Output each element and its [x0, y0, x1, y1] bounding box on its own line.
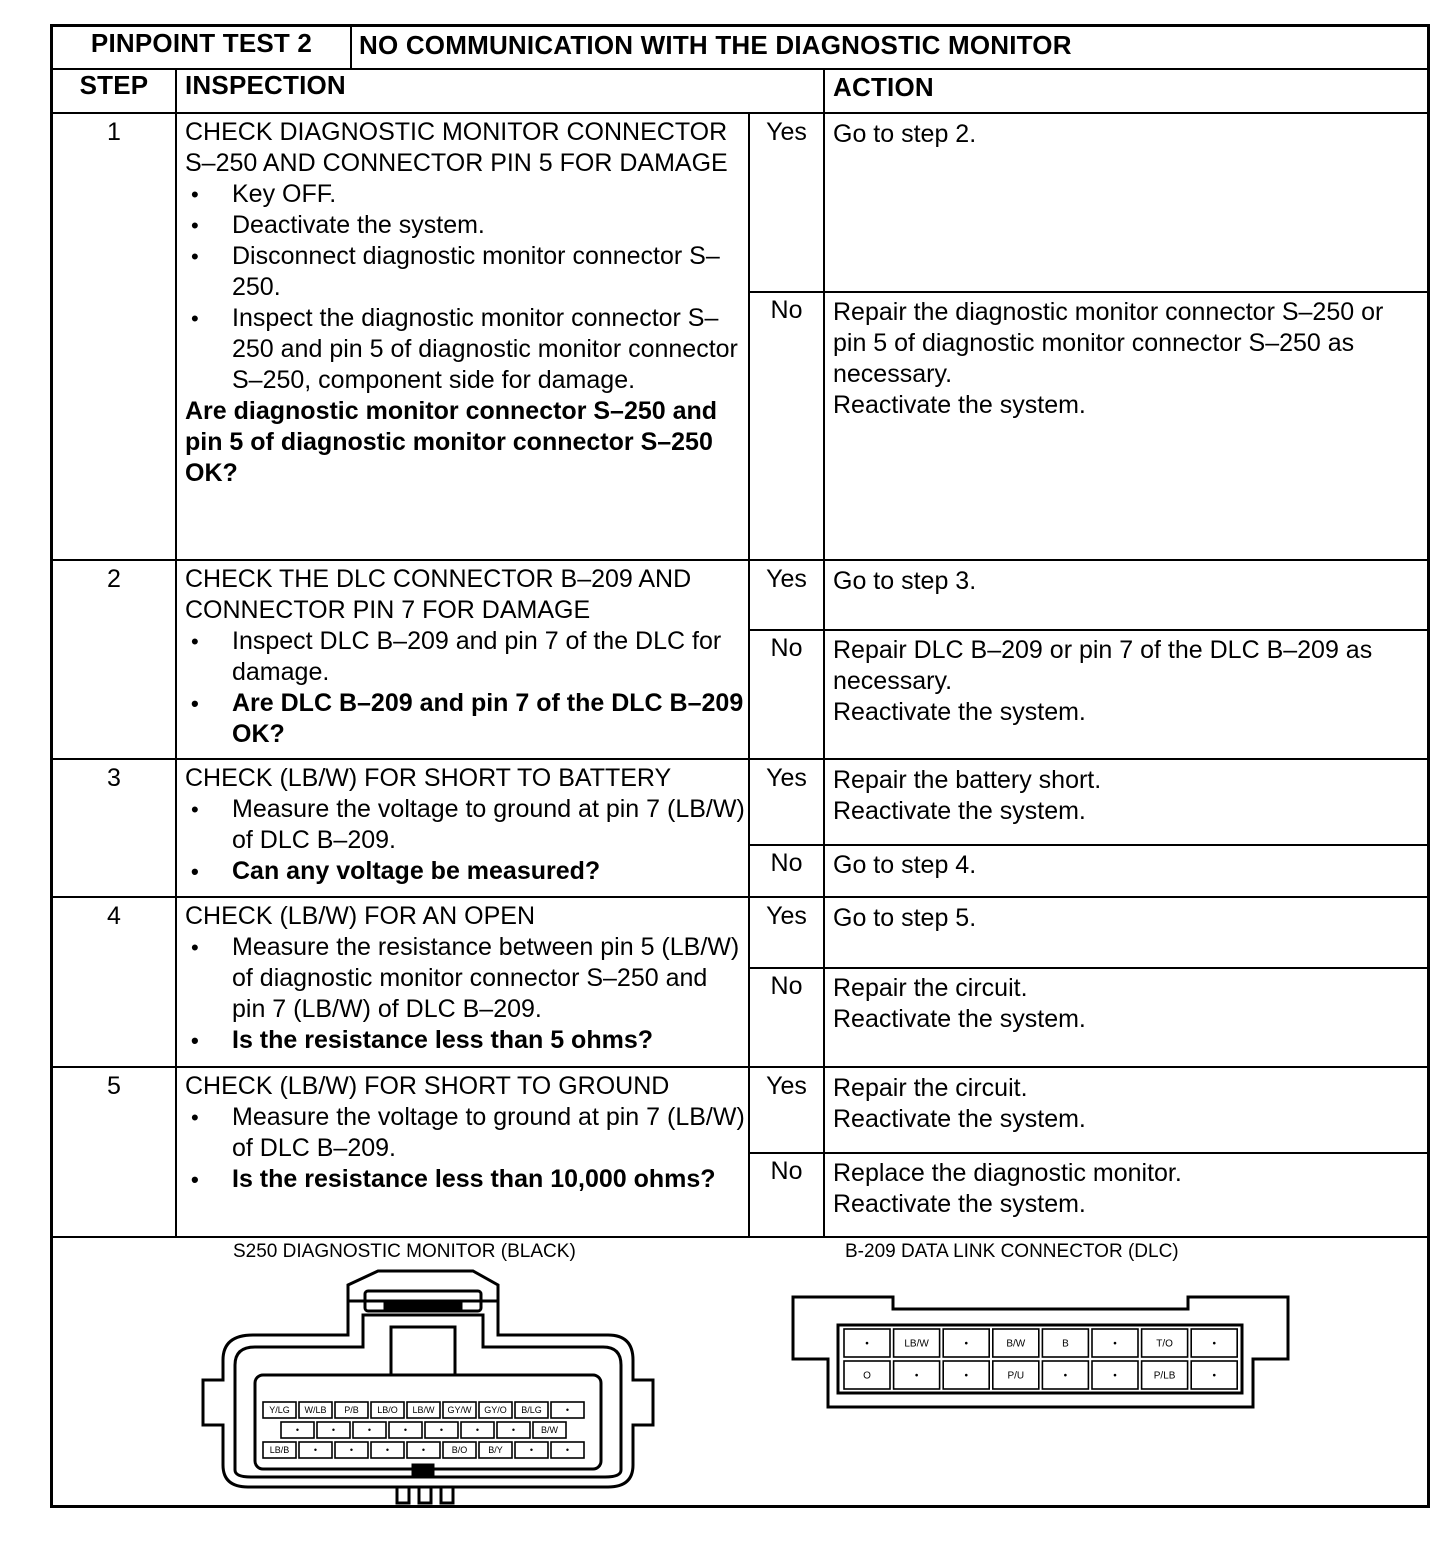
connector-pin-label: O — [863, 1370, 871, 1382]
no-action-line: Reactivate the system. — [833, 1005, 1086, 1033]
connector-pin-label: • — [964, 1370, 968, 1382]
connector-pin-label: W/LB — [304, 1405, 327, 1416]
no-label: No — [770, 849, 803, 877]
connector-pin-label: B/LG — [521, 1405, 542, 1416]
no-label: No — [770, 634, 803, 662]
divider — [53, 1066, 1427, 1068]
dlc-caption: B-209 DATA LINK CONNECTOR (DLC) — [845, 1241, 1179, 1262]
step-title: CHECK THE DLC CONNECTOR B–209 AND CONNECTOR PIN 7 FOR DAMAGE — [185, 565, 692, 624]
no-action-line: Reactivate the system. — [833, 698, 1086, 726]
step-question: • Are DLC B–209 and pin 7 of the DLC B–209 OK? — [185, 688, 745, 750]
s250-caption: S250 DIAGNOSTIC MONITOR (BLACK) — [233, 1241, 576, 1262]
connector-pin-label: • — [295, 1425, 300, 1436]
no-action-line: Repair DLC B–209 or pin 7 of the DLC B–209 as necessary. — [833, 636, 1373, 695]
connector-pin-label: • — [1113, 1338, 1117, 1350]
step-inspection — [185, 117, 745, 489]
yes-action-line: Reactivate the system. — [833, 797, 1086, 825]
no-label: No — [770, 296, 803, 324]
divider — [748, 291, 1427, 293]
no-action — [833, 297, 1423, 421]
connector-pin-label: B/O — [451, 1445, 468, 1456]
step-question: • Is the resistance less than 10,000 ohms? — [185, 1164, 745, 1195]
yes-action: Go to step 3. — [833, 567, 977, 595]
step-question: • Is the resistance less than 5 ohms? — [185, 1025, 745, 1056]
connector-pin-label: • — [349, 1445, 354, 1456]
step-bullet: • Measure the resistance between pin 5 (LB/W) of diagnostic monitor connector S–250 and pin 7 (LB/W) of DLC B–209. — [185, 932, 745, 1025]
connector-pin-label: • — [475, 1425, 480, 1436]
connector-pin-label: LB/W — [904, 1338, 929, 1350]
connector-pin-label: • — [1212, 1370, 1216, 1382]
step-question: • Can any voltage be measured? — [185, 856, 745, 887]
connector-pin-label: • — [1063, 1370, 1068, 1382]
yes-action-line: Repair the circuit. — [833, 1074, 1028, 1102]
yes-action-line: Reactivate the system. — [833, 1105, 1086, 1133]
connector-pin-label: B — [1062, 1338, 1069, 1350]
divider — [53, 559, 1427, 561]
connector-pin-label: B/W — [541, 1425, 558, 1436]
column-header-inspection: INSPECTION — [185, 70, 346, 100]
divider — [748, 967, 1427, 969]
step-title: CHECK (LB/W) FOR SHORT TO BATTERY — [185, 764, 672, 792]
connector-pin-label: • — [1113, 1370, 1117, 1382]
connector-pin-label: LB/W — [412, 1405, 435, 1416]
step-number: 4 — [107, 902, 121, 930]
connector-pin-label: • — [511, 1425, 516, 1436]
connector-pin-label: GY/O — [484, 1405, 507, 1416]
pinpoint-test-sheet — [50, 24, 1430, 1508]
connector-pin-label: • — [421, 1445, 426, 1456]
divider — [748, 1152, 1427, 1154]
step-bullet: • Inspect DLC B–209 and pin 7 of the DLC for damage. — [185, 626, 745, 688]
yes-action — [833, 765, 1423, 827]
no-action-line: Repair the diagnostic monitor connector S–250 or pin 5 of diagnostic monitor connector S–250 as necessary. — [833, 298, 1384, 388]
step-number: 3 — [107, 764, 121, 792]
yes-label: Yes — [766, 764, 807, 792]
connector-pin-label: B/W — [1006, 1338, 1026, 1350]
column-header-action: ACTION — [833, 72, 934, 102]
no-action-line: Reactivate the system. — [833, 1190, 1086, 1218]
connector-pin-label: LB/B — [269, 1445, 290, 1456]
no-action-line: Repair the circuit. — [833, 974, 1028, 1002]
step-inspection — [185, 564, 745, 750]
connector-pin-label: • — [964, 1338, 968, 1350]
no-action — [833, 635, 1423, 728]
step-bullet: • Measure the voltage to ground at pin 7 (LB/W) of DLC B–209. — [185, 1102, 745, 1164]
connector-pin-label: • — [367, 1425, 372, 1436]
step-question: Are diagnostic monitor connector S–250 and pin 5 of diagnostic monitor connector S–250 OK? — [185, 397, 718, 487]
divider — [53, 758, 1427, 760]
divider — [748, 113, 750, 1237]
divider — [748, 844, 1427, 846]
divider — [53, 896, 1427, 898]
no-action-line: Replace the diagnostic monitor. — [833, 1159, 1182, 1187]
no-action: Go to step 4. — [833, 851, 977, 879]
step-bullet: • Disconnect diagnostic monitor connector S–250. — [185, 241, 745, 303]
no-action — [833, 1158, 1423, 1220]
divider — [175, 69, 177, 1237]
connector-pin-label: P/LB — [1153, 1370, 1176, 1382]
connector-pin-label: • — [331, 1425, 336, 1436]
step-inspection — [185, 1071, 745, 1195]
no-action-line: Reactivate the system. — [833, 391, 1086, 419]
connector-pin-label: B/Y — [488, 1445, 503, 1456]
connector-pin-label: T/O — [1156, 1338, 1173, 1350]
yes-action-line: Repair the battery short. — [833, 766, 1102, 794]
divider — [823, 69, 825, 1237]
yes-action: Go to step 5. — [833, 904, 977, 932]
connector-pin-label: • — [914, 1370, 919, 1382]
connector-pin-label: • — [439, 1425, 444, 1436]
step-bullet: • Inspect the diagnostic monitor connector S–250 and pin 5 of diagnostic monitor connector S–250, component side for damage. — [185, 303, 745, 396]
connector-pin-label: P/U — [1007, 1370, 1025, 1382]
divider — [748, 629, 1427, 631]
dlc-connector-diagram — [788, 1289, 1298, 1414]
yes-action: Go to step 2. — [833, 120, 977, 148]
connector-pin-label: • — [313, 1445, 318, 1456]
connector-pin-label: • — [865, 1338, 869, 1350]
step-title: CHECK DIAGNOSTIC MONITOR CONNECTOR S–250 AND CONNECTOR PIN 5 FOR DAMAGE — [185, 118, 728, 177]
column-header-step: STEP — [79, 70, 149, 100]
yes-action — [833, 1073, 1423, 1135]
step-number: 2 — [107, 565, 121, 593]
no-label: No — [770, 972, 803, 1000]
no-action — [833, 973, 1423, 1035]
yes-label: Yes — [766, 902, 807, 930]
yes-label: Yes — [766, 565, 807, 593]
connector-pin-label: LB/O — [377, 1405, 398, 1416]
connector-pin-label: • — [1212, 1338, 1216, 1350]
step-inspection — [185, 901, 745, 1056]
step-bullet: • Key OFF. — [185, 179, 745, 210]
connector-pin-label: • — [385, 1445, 390, 1456]
connector-pin-label: • — [529, 1445, 534, 1456]
connector-pin-label: • — [565, 1405, 570, 1416]
step-title: CHECK (LB/W) FOR SHORT TO GROUND — [185, 1072, 670, 1100]
step-number: 5 — [107, 1072, 121, 1100]
pinpoint-test-label: PINPOINT TEST 2 — [90, 28, 313, 58]
divider — [350, 27, 352, 69]
divider — [53, 1236, 1427, 1238]
connector-pin-label: • — [565, 1445, 570, 1456]
connector-pin-label: • — [403, 1425, 408, 1436]
step-number: 1 — [107, 118, 121, 146]
no-label: No — [770, 1157, 803, 1185]
yes-label: Yes — [766, 1072, 807, 1100]
s250-connector-diagram — [193, 1265, 663, 1505]
connector-pin-label: GY/W — [447, 1405, 472, 1416]
step-bullet: • Measure the voltage to ground at pin 7 (LB/W) of DLC B–209. — [185, 794, 745, 856]
yes-label: Yes — [766, 118, 807, 146]
step-inspection — [185, 763, 745, 887]
step-bullet: • Deactivate the system. — [185, 210, 745, 241]
pinpoint-test-title: NO COMMUNICATION WITH THE DIAGNOSTIC MONITOR — [359, 30, 1072, 60]
connector-pin-label: P/B — [344, 1405, 359, 1416]
step-title: CHECK (LB/W) FOR AN OPEN — [185, 902, 536, 930]
connector-pin-label: Y/LG — [269, 1405, 290, 1416]
